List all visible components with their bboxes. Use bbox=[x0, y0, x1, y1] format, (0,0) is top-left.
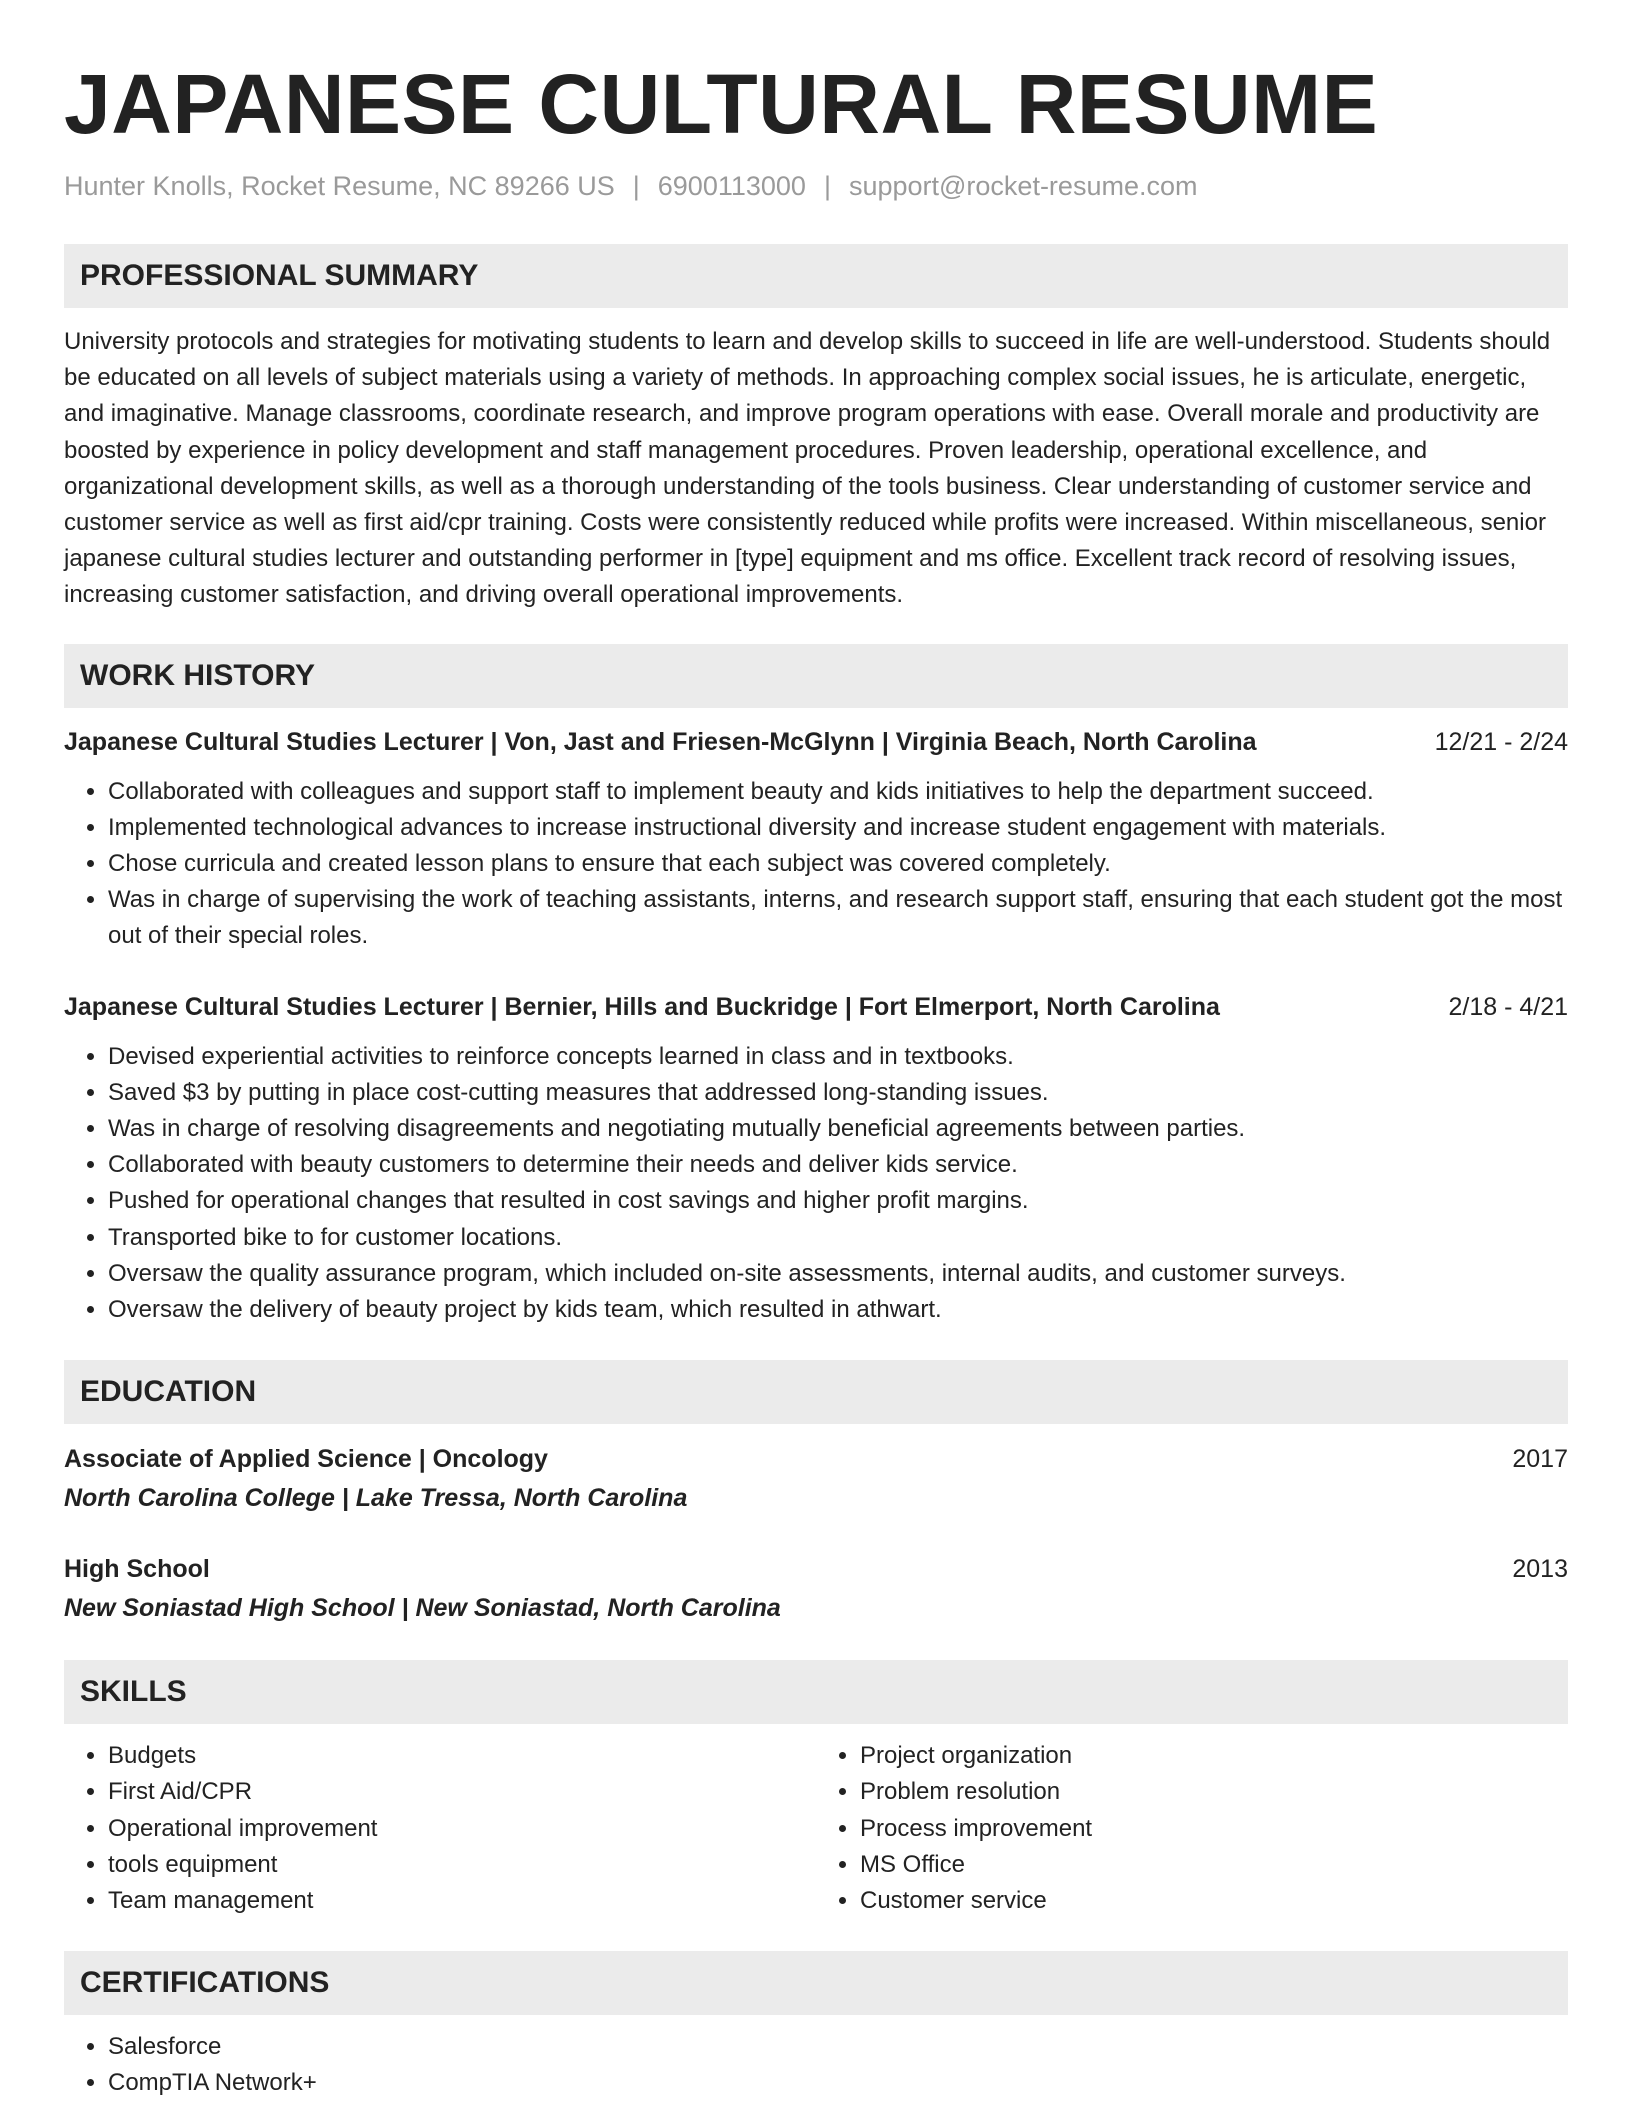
degree-year: 2017 bbox=[1512, 1445, 1568, 1474]
summary-text: University protocols and strategies for motivating students to learn and develop skills to succeed in life are well-understood. Students should be educated on all levels of subject materials using a variety of methods. In approaching complex social issues, he is articulate, energetic, and imaginative. Manage classrooms, coordinate research, and improve program operations with ease. Overall morale and productivity are boosted by experience in policy development and staff management procedures. Proven leadership, operational excellence, and organizational development skills, as well as a thorough understanding of the tools business. Clear understanding of customer service and customer service as well as first aid/cpr training. Costs were consistently reduced while profits were increased. Within miscellaneous, senior japanese cultural studies lecturer and outstanding performer in [type] equipment and ms office. Excellent track record of resolving issues, increasing customer satisfaction, and driving overall operational improvements. bbox=[64, 328, 1551, 609]
list-item: • Salesforce bbox=[108, 2029, 1568, 2065]
resume-name: JAPANESE CULTURAL RESUME bbox=[64, 57, 1379, 151]
degree-title: High School bbox=[64, 1555, 210, 1584]
job-duties bbox=[64, 774, 1568, 955]
job-dates: 2/18 - 4/21 bbox=[1448, 992, 1568, 1021]
school-name: New Soniastad High School | New Soniastad, North Carolina bbox=[64, 1594, 781, 1623]
list-item: • Implemented technological advances to increase instructional diversity and increase student engagement with materials. bbox=[108, 810, 1568, 846]
school-name: North Carolina College | Lake Tressa, North Carolina bbox=[64, 1484, 688, 1513]
list-item: • CompTIA Network+ bbox=[108, 2065, 1568, 2101]
education-list bbox=[64, 1440, 1568, 1628]
education-entry bbox=[64, 1440, 1568, 1518]
list-item: • Customer service bbox=[860, 1883, 1568, 1919]
contact-line bbox=[64, 168, 1568, 204]
degree-title: Associate of Applied Science | Oncology bbox=[64, 1445, 548, 1474]
job-dates: 12/21 - 2/24 bbox=[1434, 727, 1568, 756]
job-duties bbox=[64, 1039, 1568, 1329]
contact-separator: | bbox=[823, 171, 831, 201]
list-item: • Collaborated with colleagues and support staff to implement beauty and kids initiatives to help the department succeed. bbox=[108, 774, 1568, 810]
list-item: • Was in charge of resolving disagreements and negotiating mutually beneficial agreements between parties. bbox=[108, 1111, 1568, 1147]
list-item: • Collaborated with beauty customers to determine their needs and deliver kids service. bbox=[108, 1147, 1568, 1183]
list-item: • Operational improvement bbox=[108, 1811, 816, 1847]
list-item: • MS Office bbox=[860, 1847, 1568, 1883]
job-title: Japanese Cultural Studies Lecturer | Bernier, Hills and Buckridge | Fort Elmerport, North Carolina bbox=[64, 992, 1220, 1021]
list-item: • Chose curricula and created lesson plans to ensure that each subject was covered completely. bbox=[108, 846, 1568, 882]
degree-year: 2013 bbox=[1512, 1555, 1568, 1584]
education-entry bbox=[64, 1550, 1568, 1628]
list-item: • Was in charge of supervising the work of teaching assistants, interns, and research support staff, ensuring that each student got the most out of their special roles. bbox=[108, 882, 1568, 954]
section-heading-work: WORK HISTORY bbox=[64, 644, 1568, 708]
contact-separator: | bbox=[632, 171, 640, 201]
list-item: • Devised experiential activities to reinforce concepts learned in class and in textbooks. bbox=[108, 1039, 1568, 1075]
skills-column-right bbox=[816, 1738, 1568, 1919]
list-item: • Oversaw the quality assurance program, which included on-site assessments, internal audits, and customer surveys. bbox=[108, 1256, 1568, 1292]
contact-phone: 6900113000 bbox=[657, 171, 806, 201]
resume-page bbox=[64, 54, 1568, 2102]
contact-email: support@rocket-resume.com bbox=[848, 171, 1198, 201]
section-heading-skills: SKILLS bbox=[64, 1660, 1568, 1724]
list-item: • First Aid/CPR bbox=[108, 1774, 816, 1810]
job-entry bbox=[64, 724, 1568, 955]
certifications-list bbox=[64, 2029, 1568, 2101]
job-entry bbox=[64, 989, 1568, 1329]
list-item: • tools equipment bbox=[108, 1847, 816, 1883]
list-item: • Problem resolution bbox=[860, 1774, 1568, 1810]
job-title: Japanese Cultural Studies Lecturer | Von, Jast and Friesen-McGlynn | Virginia Beach, North Carolina bbox=[64, 727, 1257, 756]
list-item: • Project organization bbox=[860, 1738, 1568, 1774]
section-heading-certifications: CERTIFICATIONS bbox=[64, 1951, 1568, 2015]
list-item: • Pushed for operational changes that resulted in cost savings and higher profit margins. bbox=[108, 1183, 1568, 1219]
list-item: • Oversaw the delivery of beauty project by kids team, which resulted in athwart. bbox=[108, 1292, 1568, 1328]
list-item: • Process improvement bbox=[860, 1811, 1568, 1847]
contact-address: Hunter Knolls, Rocket Resume, NC 89266 US bbox=[64, 171, 615, 201]
section-heading-summary: PROFESSIONAL SUMMARY bbox=[64, 244, 1568, 308]
section-heading-education: EDUCATION bbox=[64, 1360, 1568, 1424]
list-item: • Budgets bbox=[108, 1738, 816, 1774]
list-item: • Saved $3 by putting in place cost-cutting measures that addressed long-standing issues. bbox=[108, 1075, 1568, 1111]
list-item: • Transported bike to for customer locations. bbox=[108, 1220, 1568, 1256]
skills-list bbox=[64, 1738, 1568, 1919]
work-history bbox=[64, 724, 1568, 1329]
skills-column-left bbox=[64, 1738, 816, 1919]
list-item: • Team management bbox=[108, 1883, 816, 1919]
